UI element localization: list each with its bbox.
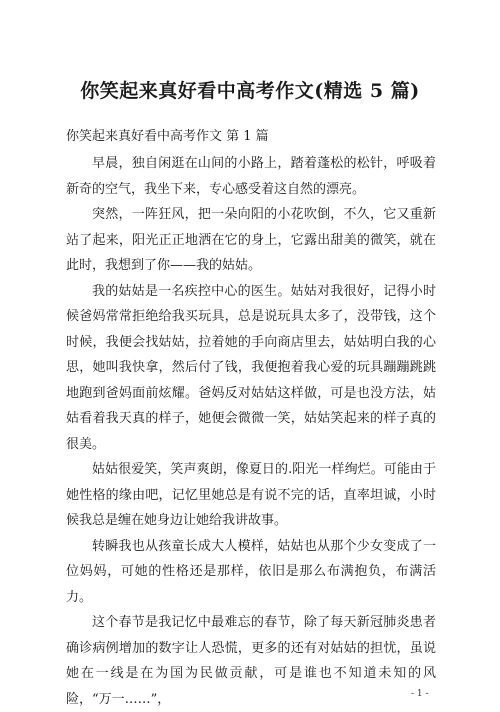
- paragraph: 我的姑姑是一名疾控中心的医生。姑姑对我很好，记得小时候爸妈常常拒绝给我买玩具，总是说玩具太多了，没带钱，这个时候，我便会找姑姑，拉着她的手向商店里去，姑姑明白我的心思，她叫我快拿，然后付了钱，我便抱着我心爱的玩具蹦蹦跳跳地跑到爸妈面前炫耀。爸妈反对姑姑这样做，可是也没方法，姑姑看着我天真的样子，她便会微微一笑，姑姑笑起来的样子真的很美。: [66, 283, 436, 452]
- paragraph: 转瞬我也从孩童长成大人模样，姑姑也从那个少女变成了一位妈妈，可她的性格还是那样，依旧是那么布满抱负，布满活力。: [66, 538, 436, 605]
- page-number: - 1 -: [411, 689, 429, 699]
- document-title: 你笑起来真好看中高考作文(精选 5 篇): [80, 80, 420, 102]
- section-heading: 你笑起来真好看中高考作文 第 1 篇: [66, 129, 269, 144]
- paragraph: 早晨，独自闲逛在山间的小路上，踏着蓬松的松针，呼吸着新奇的空气，我坐下来，专心感受着这自然的漂亮。: [66, 156, 436, 197]
- paragraph: 这个春节是我记忆中最难忘的春节，除了每天新冠肺炎患者确诊病例增加的数字让人恐慌，更多的还有对姑姑的担忧，虽说她在一线是在为国为民做贡献，可是谁也不知道未知的风险，“万一……”，: [66, 615, 436, 707]
- document-body: [66, 151, 436, 712]
- paragraph: 姑姑很爱笑，笑声爽朗，像夏日的.阳光一样绚烂。可能由于她性格的缘由吧，记忆里她总是有说不完的话，直率坦诚，小时候我总是缠在她身边让她给我讲故事。: [66, 462, 436, 528]
- paragraph: 突然，一阵狂风，把一朵向阳的小花吹倒，不久，它又重新站了起来，阳光正正地洒在它的身上，它露出甜美的微笑，就在此时，我想到了你——我的姑姑。: [66, 207, 436, 273]
